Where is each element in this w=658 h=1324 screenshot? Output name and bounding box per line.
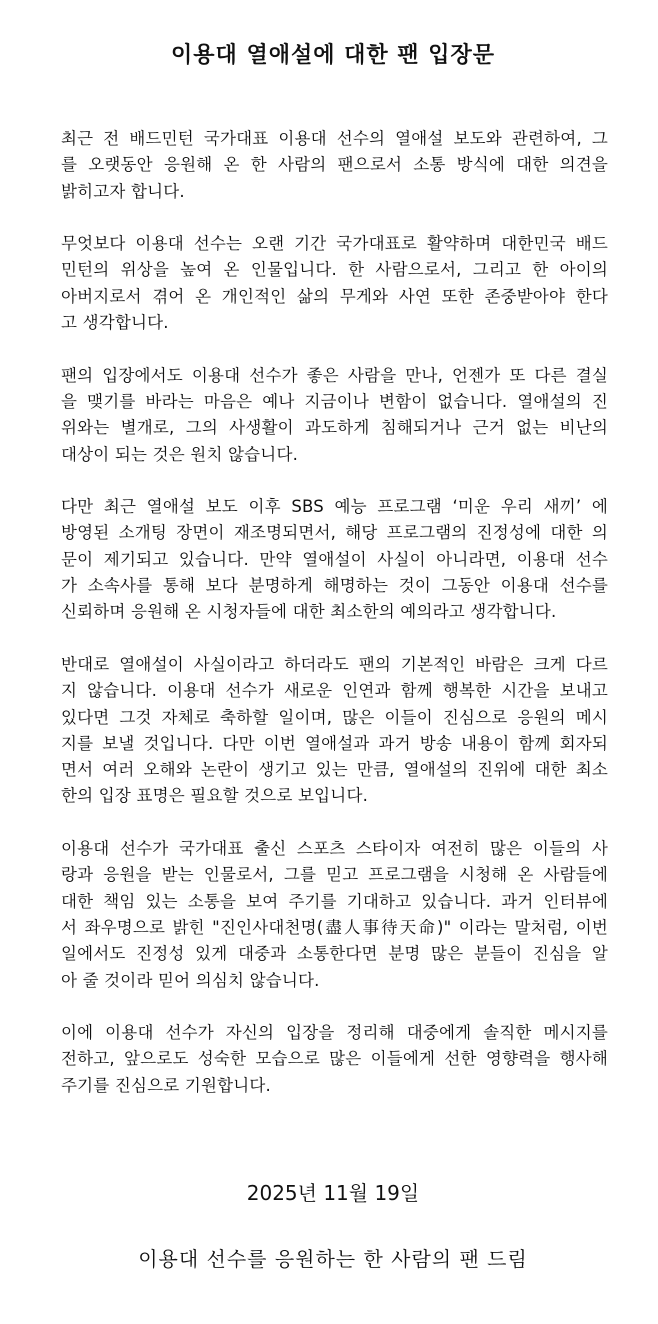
text-line: 다만 최근 열애설 보도 이후 SBS 예능 프로그램 ‘미운 우리 새끼’ 에 xyxy=(61,497,608,517)
text-line: 아 줄 것이라 믿어 의심치 않습니다. xyxy=(61,970,320,990)
text-line: 대한 책임 있는 소통을 보여 주기를 기대하고 있습니다. 과거 인터뷰에 xyxy=(61,891,608,911)
paragraph-6 xyxy=(61,836,608,994)
paragraph-5 xyxy=(61,652,608,810)
text-line: 신뢰하며 응원해 온 시청자들에 대한 최소한의 예의라고 생각합니다. xyxy=(61,602,557,622)
text-line: 팬의 입장에서도 이용대 선수가 좋은 사람을 만나, 언젠가 또 다른 결실 xyxy=(61,365,608,385)
text-line: 아버지로서 겪어 온 개인적인 삶의 무게와 사연 또한 존중받아야 한다 xyxy=(61,286,608,306)
paragraph-4 xyxy=(61,494,608,625)
text-line: 면서 여러 오해와 논란이 생기고 있는 만큼, 열애설의 진위에 대한 최소 xyxy=(61,760,608,780)
document-signature: 이용대 선수를 응원하는 한 사람의 팬 드림 xyxy=(138,1247,528,1271)
text-line: 무엇보다 이용대 선수는 오랜 기간 국가대표로 활약하며 대한민국 배드 xyxy=(61,234,608,254)
document-title: 이용대 열애설에 대한 팬 입장문 xyxy=(171,43,495,68)
text-line: 이에 이용대 선수가 자신의 입장을 정리해 대중에게 솔직한 메시지를 xyxy=(61,1023,608,1043)
document-body xyxy=(61,126,608,1125)
text-line: 지 않습니다. 이용대 선수가 새로운 인연과 함께 행복한 시간을 보내고 xyxy=(61,681,608,701)
paragraph-7 xyxy=(61,1020,608,1099)
paragraph-1 xyxy=(61,126,608,205)
text-line: 주기를 진심으로 기원합니다. xyxy=(61,1075,272,1095)
text-line: 대상이 되는 것은 원치 않습니다. xyxy=(61,444,299,464)
text-line: 을 맺기를 바라는 마음은 예나 지금이나 변함이 없습니다. 열애설의 진 xyxy=(61,391,608,411)
paragraph-3 xyxy=(61,363,608,468)
paragraph-2 xyxy=(61,231,608,336)
text-line: 방영된 소개팅 장면이 재조명되면서, 해당 프로그램의 진정성에 대한 의 xyxy=(61,523,608,543)
text-line: 일에서도 진정성 있게 대중과 소통한다면 분명 많은 분들이 진심을 알 xyxy=(61,944,608,964)
text-line: 최근 전 배드민턴 국가대표 이용대 선수의 열애설 보도와 관련하여, 그 xyxy=(61,129,608,148)
text-line: 반대로 열애설이 사실이라고 하더라도 팬의 기본적인 바람은 크게 다르 xyxy=(61,654,608,674)
text-line: 고 생각합니다. xyxy=(61,313,169,333)
text-line: 지를 보낼 것입니다. 다만 이번 열애설과 과거 방송 내용이 함께 회자되 xyxy=(61,733,608,753)
text-line: 문이 제기되고 있습니다. 만약 열애설이 사실이 아니라면, 이용대 선수 xyxy=(61,549,608,569)
text-line: 이용대 선수가 국가대표 출신 스포츠 스타이자 여전히 많은 이들의 사 xyxy=(61,839,608,859)
text-line: 전하고, 앞으로도 성숙한 모습으로 많은 이들에게 선한 영향력을 행사해 xyxy=(61,1049,608,1069)
text-line: 위와는 별개로, 그의 사생활이 과도하게 침해되거나 근거 없는 비난의 xyxy=(61,418,608,438)
text-line: 있다면 그것 자체로 축하할 일이며, 많은 이들이 진심으로 응원의 메시 xyxy=(61,707,608,727)
text-line: 밝히고자 합니다. xyxy=(61,181,185,201)
text-line: 랑과 응원을 받는 인물로서, 그를 믿고 프로그램을 시청해 온 사람들에 xyxy=(61,865,608,885)
text-line: 민턴의 위상을 높여 온 인물입니다. 한 사람으로서, 그리고 한 아이의 xyxy=(61,260,608,280)
text-line: 한의 입장 표명은 필요할 것으로 보입니다. xyxy=(61,786,369,806)
text-line: 를 오랫동안 응원해 온 한 사람의 팬으로서 소통 방식에 대한 의견을 xyxy=(61,155,608,175)
text-line: 서 좌우명으로 밝힌 "진인사대천명(盡人事待天命)" 이라는 말처럼, 이번 xyxy=(61,917,608,937)
text-line: 가 소속사를 통해 보다 분명하게 해명하는 것이 그동안 이용대 선수를 xyxy=(61,576,608,596)
document-date: 2025년 11월 19일 xyxy=(246,1181,420,1205)
